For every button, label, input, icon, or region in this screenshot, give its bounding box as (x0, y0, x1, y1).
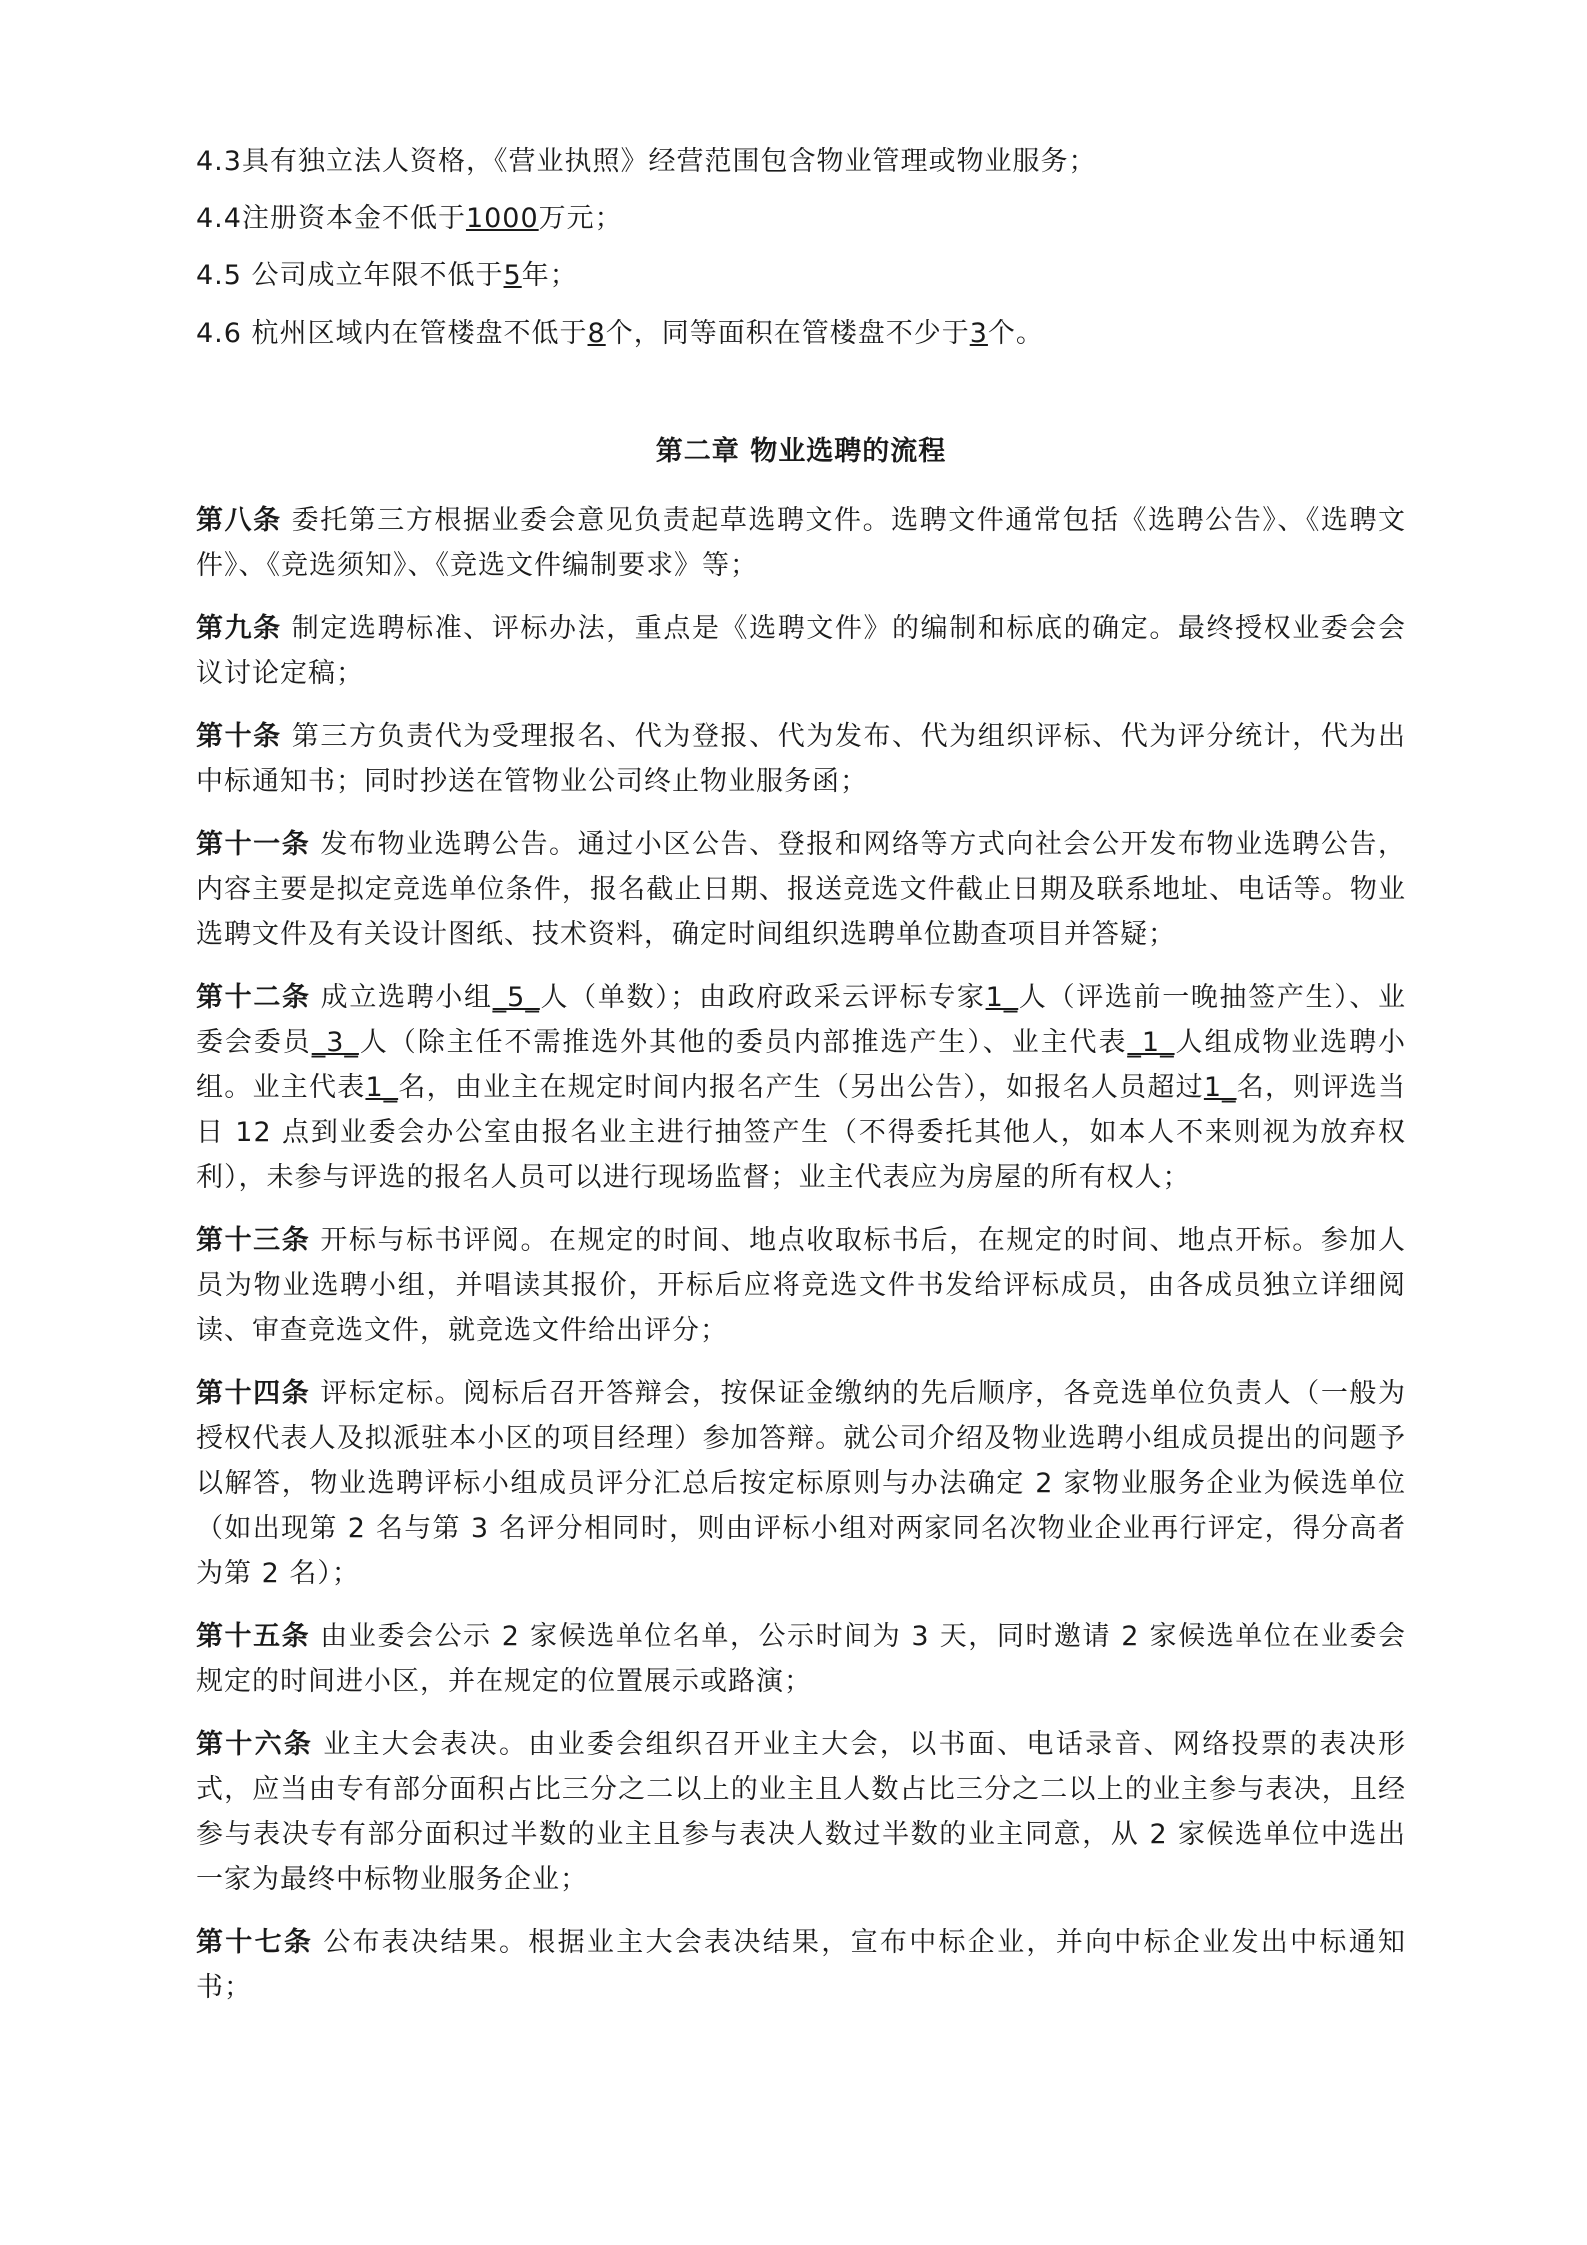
owner-representative-count-value: _1_ (1127, 1026, 1175, 1058)
article-number: 第十七条 (196, 1926, 314, 1958)
requirement-text: 4.3具有独立法人资格，《营业执照》经营范围包含物业管理或物业服务； (196, 146, 1097, 177)
article-9 (196, 606, 1406, 696)
article-number: 第十四条 (196, 1377, 311, 1409)
article-number: 第八条 (196, 504, 282, 536)
article-number: 第十六条 (196, 1728, 314, 1760)
article-8 (196, 498, 1406, 588)
article-number: 第九条 (196, 612, 282, 644)
article-16 (196, 1722, 1406, 1902)
article-number: 第十条 (196, 720, 282, 752)
requirement-4-4: 4.4注册资本金不低于1000万元； (196, 203, 623, 235)
article-text: 由业委会公示 2 家候选单位名单，公示时间为 3 天，同时邀请 2 家候选单位在业委会规定的时间进小区，并在规定的位置展示或路演； (196, 1620, 1407, 1697)
article-17 (196, 1920, 1406, 2010)
managed-properties-value: 8 (587, 317, 606, 349)
article-12: 第十二条 成立选聘小组_5_人（单数）；由政府政采云评标专家1_人（评选前一晚抽签产生）、业委会委员_3_人（除主任不需推选外其他的委员内部推选产生）、业主代表_1_人组成物业选聘小组。业主代表1_名，由业主在规定时间内报名产生（另出公告），如报名人员超过1_名，则评选当日 12 点到业委会办公室由报名业主进行抽签产生（不得委托其他人，如本人不来则视为放弃权利），未参与评选的报名人员可以进行现场监督；业主代表应为房屋的所有权人； (196, 981, 1407, 1193)
article-11 (196, 822, 1406, 957)
article-15 (196, 1614, 1406, 1704)
article-13 (196, 1218, 1406, 1353)
article-number: 第十三条 (196, 1224, 311, 1256)
requirement-4-5: 4.5 公司成立年限不低于5年； (196, 260, 578, 292)
registration-limit-value: 1_ (1203, 1071, 1237, 1103)
same-area-properties-value: 3 (969, 317, 988, 349)
article-10 (196, 714, 1406, 804)
article-number: 第十五条 (196, 1620, 311, 1652)
article-text: 制定选聘标准、评标办法，重点是《选聘文件》的编制和标底的确定。最终授权业委会会议讨论定稿； (196, 612, 1407, 689)
requirement-4-6: 4.6 杭州区域内在管楼盘不低于8个，同等面积在管楼盘不少于3个。 (196, 317, 1044, 349)
committee-member-count-value: _3_ (311, 1026, 359, 1058)
article-number: 第十二条 (196, 981, 311, 1013)
article-text: 开标与标书评阅。在规定的时间、地点收取标书后，在规定的时间、地点开标。参加人员为物业选聘小组，并唱读其报价，开标后应将竞选文件书发给评标成员，由各成员独立详细阅读、审查竞选文件，就竞选文件给出评分； (196, 1224, 1407, 1346)
article-text: 评标定标。阅标后召开答辩会，按保证金缴纳的先后顺序，各竞选单位负责人（一般为授权代表人及拟派驻本小区的项目经理）参加答辩。就公司介绍及物业选聘小组成员提出的问题予以解答，物业选聘评标小组成员评分汇总后按定标原则与办法确定 2 家物业服务企业为候选单位（如出现第 2 名与第 3 名评分相同时，则由评标小组对两家同名次物业企业再行评定，得分高者为第 2 名）； (196, 1377, 1407, 1589)
requirement-4-3 (196, 140, 1406, 183)
owner-representative-quota-value: 1_ (365, 1071, 399, 1103)
article-text: 委托第三方根据业委会意见负责起草选聘文件。选聘文件通常包括《选聘公告》、《选聘文件》、《竞选须知》、《竞选文件编制要求》等； (196, 504, 1407, 581)
company-years-value: 5 (503, 260, 522, 292)
article-text: 公布表决结果。根据业主大会表决结果，宣布中标企业，并向中标企业发出中标通知书； (196, 1926, 1407, 2003)
chapter-title: 第二章 物业选聘的流程 (655, 435, 947, 467)
expert-count-value: 1_ (985, 981, 1019, 1013)
article-text: 业主大会表决。由业委会组织召开业主大会，以书面、电话录音、网络投票的表决形式，应当由专有部分面积占比三分之二以上的业主且人数占比三分之二以上的业主参与表决，且经参与表决专有部分面积过半数的业主且参与表决人数过半数的业主同意，从 2 家候选单位中选出一家为最终中标物业服务企业； (196, 1728, 1407, 1895)
registered-capital-value: 1000 (465, 203, 539, 235)
panel-size-value: _5_ (492, 981, 540, 1013)
article-14 (196, 1371, 1406, 1596)
document-page (196, 140, 1406, 2028)
article-number: 第十一条 (196, 828, 311, 860)
article-text: 第三方负责代为受理报名、代为登报、代为发布、代为组织评标、代为评分统计，代为出中标通知书；同时抄送在管物业公司终止物业服务函； (196, 720, 1407, 797)
article-text: 发布物业选聘公告。通过小区公告、登报和网络等方式向社会公开发布物业选聘公告，内容主要是拟定竞选单位条件，报名截止日期、报送竞选文件截止日期及联系地址、电话等。物业选聘文件及有关设计图纸、技术资料，确定时间组织选聘单位勘查项目并答疑； (196, 828, 1407, 950)
